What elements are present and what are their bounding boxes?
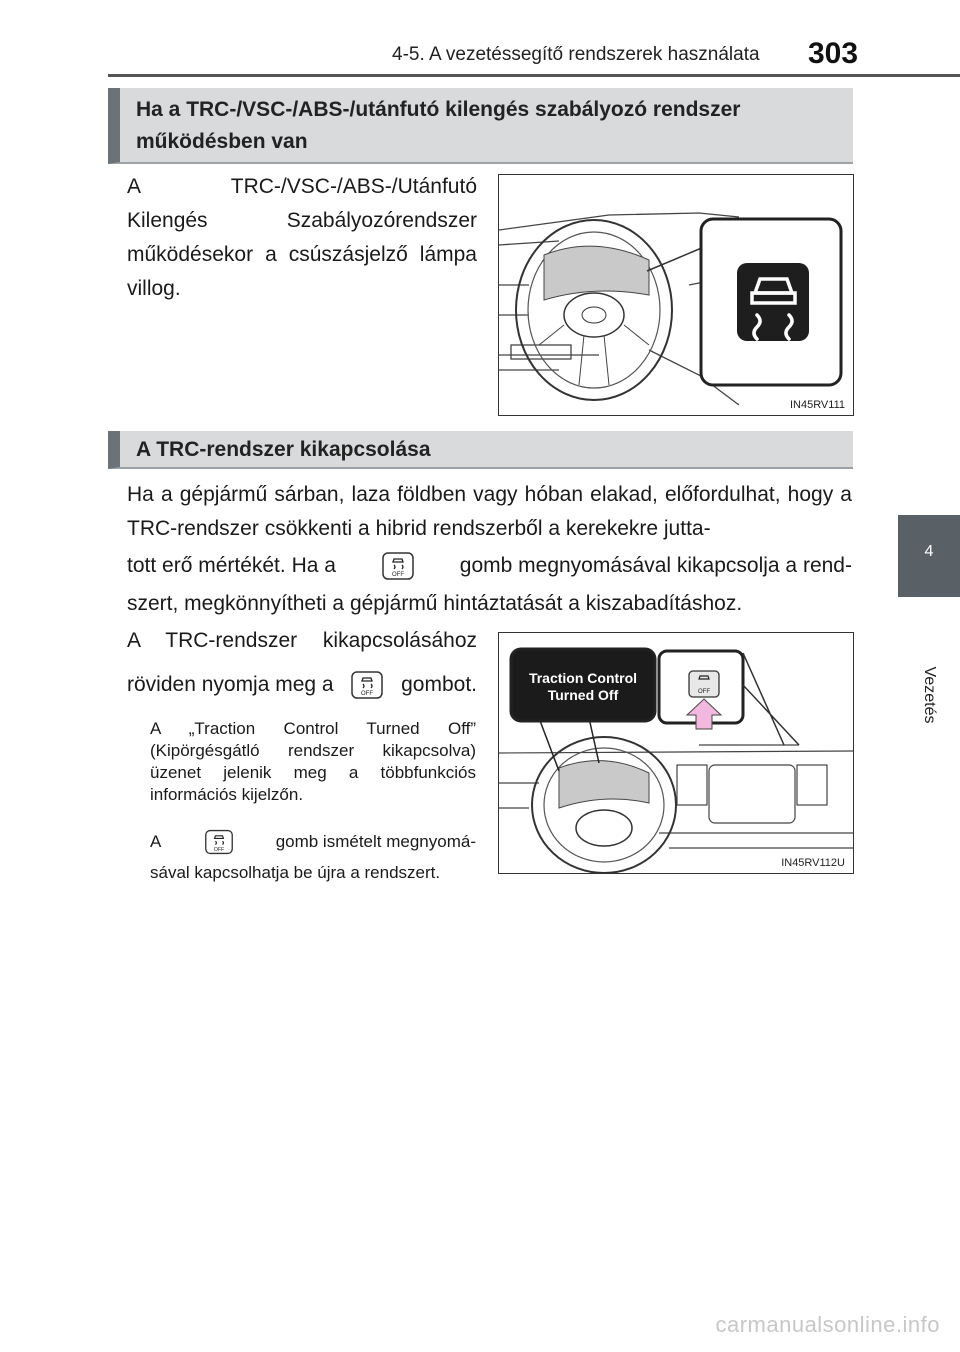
dashboard-illustration-2 [499,633,853,873]
off-label: OFF [361,691,374,697]
step-line2-pre: röviden nyomja meg a [127,673,334,696]
trc-off-button-icon [350,670,384,700]
section2-paragraph-b [127,549,852,583]
step-line1: A TRC-rendszer kikapcsolásához [127,629,477,652]
display-message-line2: Turned Off [547,687,619,703]
chapter-number: 4 [924,543,934,560]
figure-code: IN45RV111 [789,399,845,411]
section2-paragraph-a: Ha a gépjármű sárban, laza földben vagy hóban elakad, előfordulhat, hogy a TRC-rendszer csökkenti a hibrid rendszerből a kerekekre jutta- [127,483,852,540]
note2-rest: sával kapcsolhatja be újra a rendszert. [150,863,441,882]
header-rule [108,74,960,77]
page-number: 303 [808,37,859,70]
section-heading-active [108,88,853,164]
note-message: A „Traction Control Turned Off” (Kipörgésgátló rendszer kikapcsolva) üzenet jelenik meg a többfunkciós információs kijelzőn. [150,719,476,804]
section2-paragraph-c: szert, megkönnyítheti a gépjármű hintáztatását a kiszabadításhoz. [127,592,743,615]
para-b-pre: tott erő mértékét. Ha a [127,554,336,577]
button-off-label: OFF [698,689,710,695]
para-b-post: gomb megnyomásával kikapcsolja a rend- [459,554,852,577]
section-heading-line2: működésben van [136,130,308,153]
section-heading-line1: Ha a TRC-/VSC-/ABS-/utánfutó kilengés szabályozó rendszer [136,98,741,121]
figure-code-2: IN45RV112U [781,857,845,869]
note2-line1 [150,828,476,856]
dashboard-illustration [499,175,853,415]
figure-trc-off [498,632,854,874]
trc-off-button-icon [381,551,415,581]
chapter-tab[interactable] [898,515,960,597]
display-message-line1: Traction Control [528,670,638,686]
watermark: carmanualsonline.info [715,1312,940,1337]
running-header: 4-5. A vezetéssegítő rendszerek használata [392,44,760,65]
section1-paragraph: A TRC-/VSC-/ABS-/Utánfutó Kilengés Szabályozórendszer működésekor a csúszásjelző lámpa villog. [127,175,477,300]
step-line2 [127,668,477,702]
off-label: OFF [213,846,224,853]
figure-slip-indicator [498,174,854,416]
step-line2-post: gombot. [401,673,477,696]
trc-off-button-icon [204,828,234,856]
off-label: OFF [391,572,404,578]
note2-pre: A [150,832,162,851]
chapter-label [906,640,952,750]
chapter-label-text: Vezetés [921,666,938,724]
note2-post: gomb ismételt megnyomá- [275,832,476,851]
section-heading-trc-off: A TRC-rendszer kikapcsolása [108,431,853,469]
